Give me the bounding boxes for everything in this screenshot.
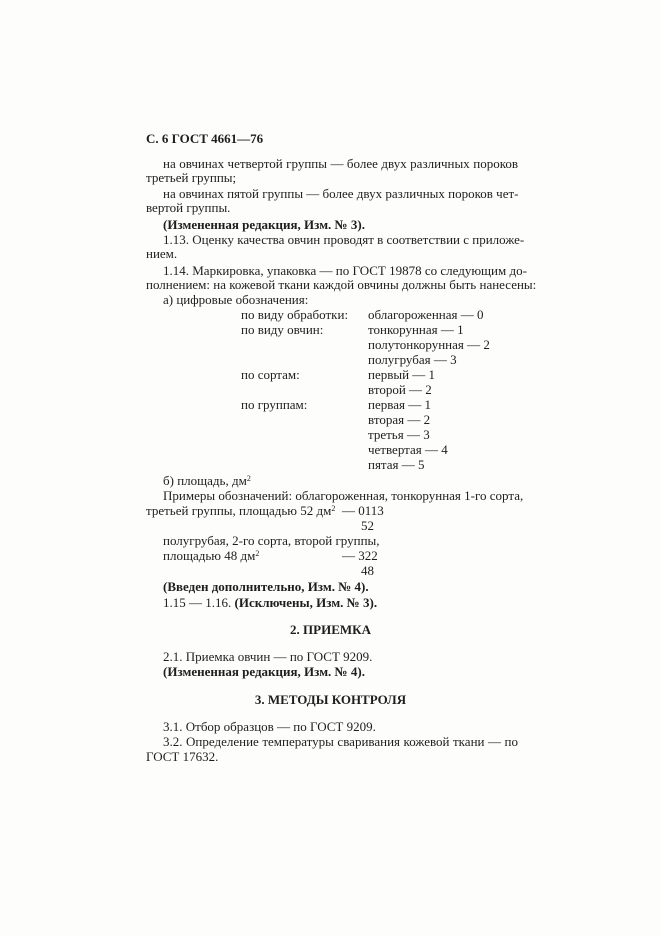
example2-superscript: 2 [255, 549, 260, 558]
example1-area: 52 [361, 518, 374, 533]
para-fifth-group-line2: вертой группы. [146, 200, 231, 215]
para-2-1: 2.1. Приемка овчин — по ГОСТ 9209. [163, 649, 373, 664]
code-value: пятая — 5 [368, 457, 425, 472]
item-b-superscript: 2 [246, 474, 251, 483]
code-value: четвертая — 4 [368, 442, 448, 457]
added-note-4: (Введен дополнительно, Изм. № 4). [163, 579, 369, 594]
item-b-label [163, 473, 251, 489]
code-value: третья — 3 [368, 427, 430, 442]
codes-processing-label: по виду обработки: [241, 307, 349, 322]
codes-kind-label: по виду овчин: [241, 322, 324, 337]
code-value: полугрубая — 3 [368, 352, 457, 367]
example2-text [163, 548, 259, 564]
para-1-15-number: 1.15 — 1.16. [163, 595, 232, 610]
para-3-2-line1: 3.2. Определение температуры сваривания кожевой ткани — по [163, 734, 518, 749]
code-value: полутонкорунная — 2 [368, 337, 490, 352]
code-value: вторая — 2 [368, 412, 431, 427]
code-value: облагороженная — 0 [368, 307, 484, 322]
amendment-note-4: (Измененная редакция, Изм. № 4). [163, 664, 365, 679]
codes-grade-label: по сортам: [241, 367, 300, 382]
para-fourth-group-line2: третьей группы; [146, 170, 237, 185]
item-a-label: а) цифровые обозначения: [163, 292, 309, 307]
para-3-2-line2: ГОСТ 17632. [146, 749, 219, 764]
example2-words: площадью 48 дм [163, 548, 256, 563]
para-fifth-group-line1: на овчинах пятой группы — более двух различных пороков чет- [163, 186, 519, 201]
para-1-15 [163, 595, 377, 611]
para-3-1: 3.1. Отбор образцов — по ГОСТ 9209. [163, 719, 376, 734]
example2-area: 48 [361, 563, 374, 578]
para-1-14-line2: полнением: на кожевой ткани каждой овчины должны быть нанесены: [146, 277, 537, 292]
example1-code: — 0113 [342, 503, 384, 518]
examples-intro: Примеры обозначений: облагороженная, тонкорунная 1-го сорта, [163, 488, 524, 503]
code-value: первая — 1 [368, 397, 431, 412]
para-1-13-line1: 1.13. Оценку качества овчин проводят в соответствии с приложе- [163, 232, 525, 247]
codes-group-label: по группам: [241, 397, 308, 412]
code-value: второй — 2 [368, 382, 432, 397]
example1-superscript: 2 [331, 504, 336, 513]
example2-code: — 322 [342, 548, 378, 563]
example1-words: третьей группы, площадью 52 дм [146, 503, 332, 518]
section-3-title: 3. МЕТОДЫ КОНТРОЛЯ [254, 692, 407, 707]
code-value: первый — 1 [368, 367, 436, 382]
code-value: тонкорунная — 1 [368, 322, 464, 337]
example2-line1: полугрубая, 2-го сорта, второй группы, [163, 533, 380, 548]
example1-text [146, 503, 335, 519]
para-1-13-line2: нием. [146, 246, 178, 261]
para-fourth-group-line1: на овчинах четвертой группы — более двух различных пороков [163, 156, 518, 171]
para-1-14-line1: 1.14. Маркировка, упаковка — по ГОСТ 19878 со следующим до- [163, 263, 527, 278]
item-b-text: б) площадь, дм [163, 473, 247, 488]
amendment-note-3: (Измененная редакция, Изм. № 3). [163, 217, 365, 232]
para-1-15-note: (Исключены, Изм. № 3). [234, 595, 378, 610]
page-header: С. 6 ГОСТ 4661—76 [146, 131, 264, 146]
section-2-title: 2. ПРИЕМКА [290, 622, 371, 637]
